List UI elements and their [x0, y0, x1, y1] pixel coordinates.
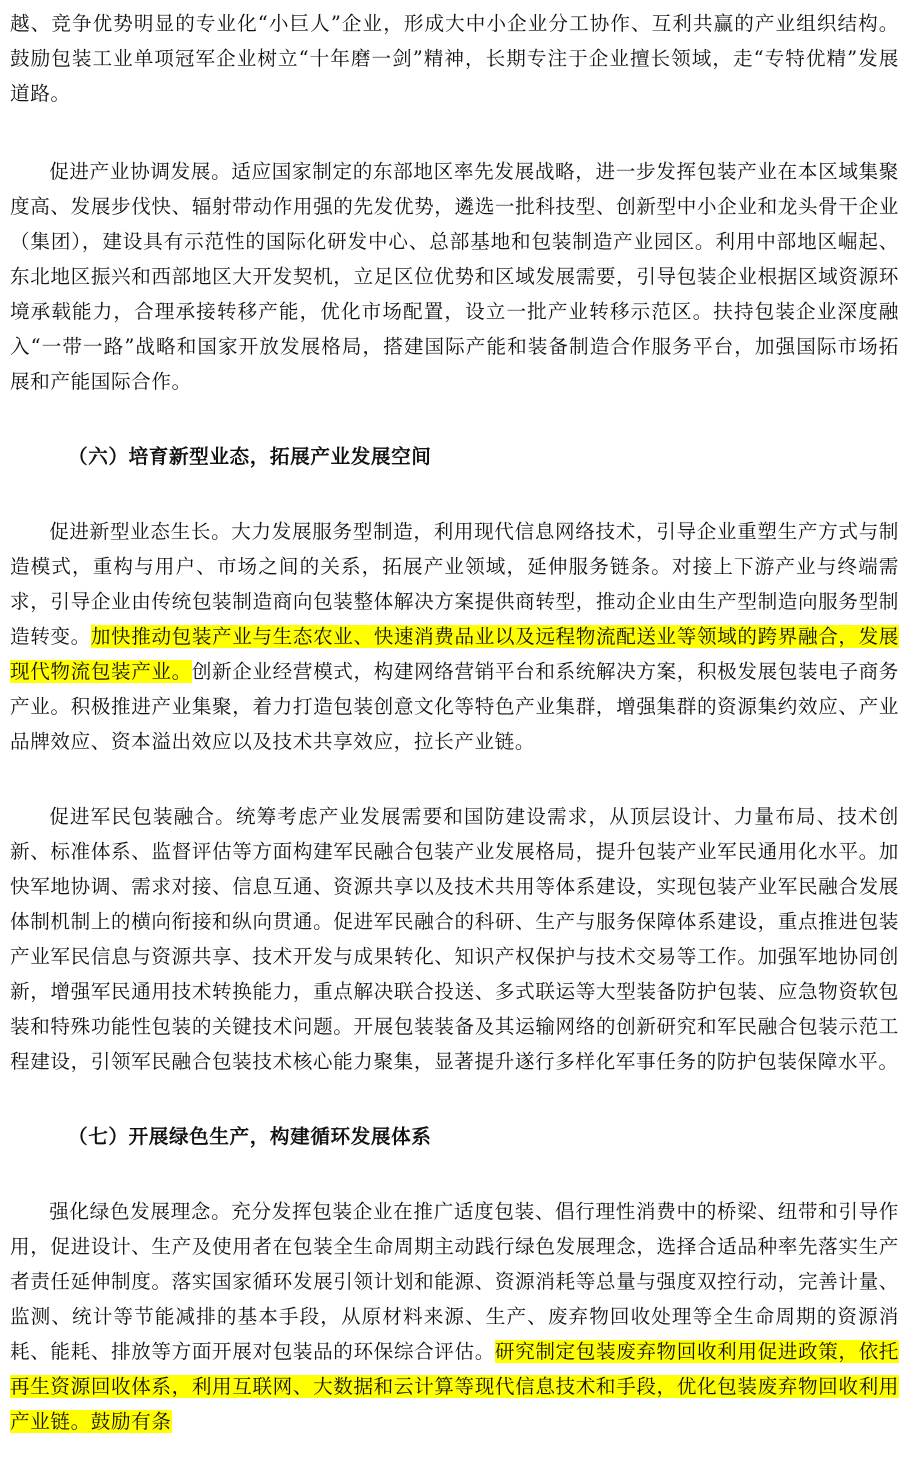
paragraph-gap	[10, 1154, 899, 1194]
paragraph-gap	[10, 399, 899, 439]
highlighted-text: 研究制定包装废弃物回收利用促进政策，依托再生资源回收体系，利用互联网、大数据和云计算等现代信息技术和手段，优化包装废弃物回收利用产业链。鼓励有条	[10, 1340, 900, 1433]
paragraph-regional-development: 促进产业协调发展。适应国家制定的东部地区率先发展战略，进一步发挥包装产业在本区域集聚度高、发展步伐快、辐射带动作用强的先发优势，遴选一批科技型、创新型中小企业和龙头骨干企业（集团），建设具有示范性的国际化研发中心、总部基地和包装制造产业园区。利用中部地区崛起、东北地区振兴和西部地区大开发契机，立足区位优势和区域发展需要，引导包装企业根据区域资源环境承载能力，合理承接转移产能，优化市场配置，设立一批产业转移示范区。扶持包装企业深度融入“一带一路”战略和国家开放发展格局，搭建国际产能和装备制造合作服务平台，加强国际市场拓展和产能国际合作。	[10, 160, 899, 393]
paragraph-gap	[10, 1079, 899, 1119]
paragraph-text: 促进新型业态生长。大力发展服务型制造，利用现代信息网络技术，引导企业重塑生产方式与制造模式，重构与用户、市场之间的关系，拓展产业领域，延伸服务链条。对接上下游产业与终端需求，引导企业由传统包装制造商向包装整体解决方案提供商转型，推动企业由生产型制造向服务型制造转变。	[10, 520, 899, 648]
paragraph-gap	[10, 111, 899, 154]
paragraph-military-civil: 促进军民包装融合。统筹考虑产业发展需要和国防建设需求，从顶层设计、力量布局、技术创新、标准体系、监督评估等方面构建军民融合包装产业发展格局，提升包装产业军民通用化水平。加快军地协调、需求对接、信息互通、资源共享以及技术共用等体系建设，实现包装产业军民融合发展体制机制上的横向衔接和纵向贯通。促进军民融合的科研、生产与服务保障体系建设，重点推进包装产业军民信息与资源共享、技术开发与成果转化、知识产权保护与技术交易等工作。加强军地协同创新，增强军民通用技术转换能力，重点解决联合投送、多式联运等大型装备防护包装、应急物资软包装和特殊功能性包装的关键技术问题。开展包装装备及其运输网络的创新研究和军民融合包装示范工程建设，引领军民融合包装技术核心能力聚集，显著提升遂行多样化军事任务的防护包装保障水平。	[10, 805, 899, 1073]
paragraph-gap	[10, 474, 899, 514]
paragraph-text: 创新企业经营模式，构建网络营销平台和系统解决方案，积极发展包装电子商务产业。积极推进产业集聚，着力打造包装创意文化等特色产业集群，增强集群的资源集约效应、产业品牌效应、资本溢出效应以及技术共享效应，拉长产业链。	[10, 660, 899, 753]
section-heading-6: （六）培育新型业态，拓展产业发展空间	[68, 445, 432, 468]
paragraph-text: 强化绿色发展理念。充分发挥包装企业在推广适度包装、倡行理性消费中的桥梁、纽带和引导作用，促进设计、生产及使用者在包装全生命周期主动践行绿色发展理念，选择合适品种率先落实生产者责任延伸制度。落实国家循环发展引领计划和能源、资源消耗等总量与强度双控行动，完善计量、监测、统计等节能减排的基本手段，从原材料来源、生产、废弃物回收处理等全生命周期的资源消耗、能耗、排放等方面开展对包装品的环保综合评估。	[10, 1200, 899, 1363]
paragraph-gap	[10, 759, 899, 799]
paragraph-green-development	[10, 1194, 899, 1439]
highlighted-text: 加快推动包装产业与生态农业、快速消费品业以及远程物流配送业等领域的跨界融合，发展现代物流包装产业。	[10, 625, 900, 683]
paragraph-new-business	[10, 514, 899, 759]
section-heading-7: （七）开展绿色生产，构建循环发展体系	[68, 1125, 432, 1148]
paragraph-continued: 越、竞争优势明显的专业化“小巨人”企业，形成大中小企业分工协作、互利共赢的产业组织结构。鼓励包装工业单项冠军企业树立“十年磨一剑”精神，长期专注于企业擅长领域，走“专特优精”发展道路。	[10, 12, 899, 105]
